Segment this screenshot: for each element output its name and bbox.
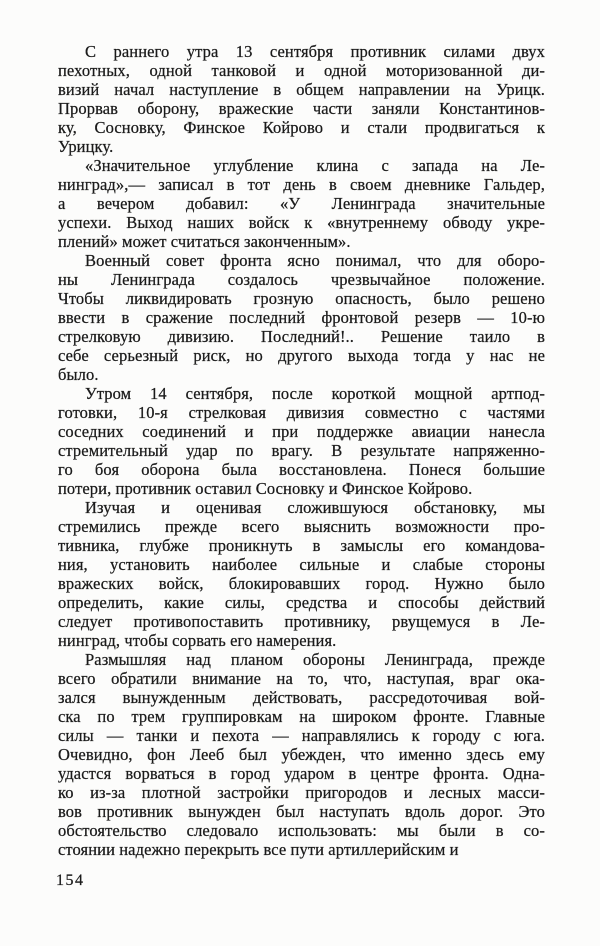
- paragraph: [58, 251, 545, 384]
- text-line: стоянии надежно перекрыть все пути артиллерийским и: [58, 840, 459, 859]
- text-block: [58, 42, 545, 859]
- text-line: го боя оборона была восстановлена. Понеся большие: [58, 460, 545, 479]
- text-line: а вечером добавил: «У Ленинграда значительные: [58, 194, 545, 213]
- text-line: Размышляя над планом обороны Ленинграда, прежде: [85, 650, 545, 669]
- paragraph: [58, 42, 545, 156]
- text-line: ска по трем группировкам на широком фронте. Главные: [58, 707, 545, 726]
- text-line: ввести в сражение последний фронтовой резерв — 10-ю: [58, 308, 545, 327]
- text-line: ку, Сосновку, Финское Койрово и стали продвигаться к: [58, 118, 545, 137]
- text-line: Урицку.: [58, 137, 114, 156]
- text-line: С раннего утра 13 сентября противник силами двух: [85, 42, 545, 61]
- text-line: вов противник вынужден был наступать вдоль дорог. Это: [58, 802, 545, 821]
- text-line: стрелковую дивизию. Последний!.. Решение таило в: [58, 327, 545, 346]
- text-line: соседних соединений и при поддержке авиации нанесла: [58, 422, 545, 441]
- text-line: нинград»,— записал в тот день в своем дневнике Гальдер,: [58, 175, 545, 194]
- text-line: Очевидно, фон Лееб был убежден, что именно здесь ему: [58, 745, 545, 764]
- text-line: следует противопоставить противнику, рвущемуся в Ле-: [58, 612, 545, 631]
- text-line: стремились прежде всего выяснить возможности про-: [58, 517, 545, 536]
- page-number: 154: [56, 872, 85, 889]
- text-line: определить, какие силы, средства и способы действий: [58, 593, 545, 612]
- text-line: силы — танки и пехота — направлялись к городу с юга.: [58, 726, 545, 745]
- paragraph: [58, 498, 545, 650]
- text-line: зался вынужденным действовать, рассредоточивая вой-: [58, 688, 545, 707]
- text-line: плений» может считаться законченным».: [58, 232, 351, 251]
- text-line: «Значительное углубление клина с запада на Ле-: [85, 156, 545, 175]
- text-line: визий начал наступление в общем направлении на Урицк.: [58, 80, 545, 99]
- text-line: Военный совет фронта ясно понимал, что для оборо-: [85, 251, 545, 270]
- text-line: всего обратили внимание на то, что, наступая, враг ока-: [58, 669, 545, 688]
- text-line: стремительный удар по врагу. В результате напряженно-: [58, 441, 545, 460]
- text-line: пехотных, одной танковой и одной моторизованной ди-: [58, 61, 545, 80]
- text-line: ния, установить наиболее сильные и слабые стороны: [58, 555, 545, 574]
- text-line: обстоятельство следовало использовать: мы были в со-: [58, 821, 545, 840]
- text-line: тивника, глубже проникнуть в замыслы его командова-: [58, 536, 545, 555]
- paragraph: [58, 384, 545, 498]
- text-line: потери, противник оставил Сосновку и Финское Койрово.: [58, 479, 473, 498]
- text-line: было.: [58, 365, 99, 384]
- text-line: себе серьезный риск, но другого выхода тогда у нас не: [58, 346, 545, 365]
- text-line: нинград, чтобы сорвать его намерения.: [58, 631, 337, 650]
- text-line: Утром 14 сентября, после короткой мощной артпод-: [85, 384, 545, 403]
- text-line: ко из-за плотной застройки пригородов и лесных масси-: [58, 783, 545, 802]
- text-line: успехи. Выход наших войск к «внутреннему обводу укре-: [58, 213, 545, 232]
- text-line: Прорвав оборону, вражеские части заняли Константинов-: [58, 99, 545, 118]
- text-line: Изучая и оценивая сложившуюся обстановку, мы: [85, 498, 545, 517]
- paragraph: [58, 650, 545, 859]
- text-line: удастся ворваться в город ударом в центре фронта. Одна-: [58, 764, 545, 783]
- text-line: Чтобы ликвидировать грозную опасность, было решено: [58, 289, 545, 308]
- text-line: вражеских войск, блокировавших город. Нужно было: [58, 574, 545, 593]
- text-line: готовки, 10-я стрелковая дивизия совместно с частями: [58, 403, 545, 422]
- paragraph: [58, 156, 545, 251]
- text-line: ны Ленинграда создалось чрезвычайное положение.: [58, 270, 545, 289]
